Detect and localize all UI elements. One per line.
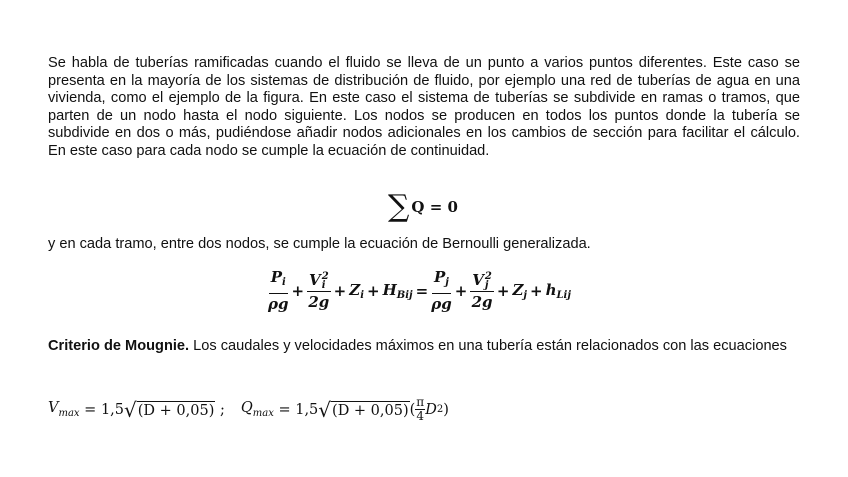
pump-head: $H_{Bij}$: [382, 280, 413, 301]
bernoulli-equation: $\frac{P_i}{\rho g}$ + V 2 i 2g + $Z_i$ + $H_{Bij}$ = $\frac{P_j}{\rho g}$ + V 2 j 2g + $Z_j$ + $h_{Lij}$: [268, 268, 571, 313]
velocity-head-j: V 2 j 2g: [471, 270, 493, 311]
elevation-j: $Z_j$: [512, 280, 528, 301]
intro-paragraph: [48, 55, 800, 161]
vmax-label: $V_{max}$: [48, 400, 80, 419]
pressure-head-j: $\frac{P_j}{\rho g}$: [431, 268, 452, 313]
pi-over-four: $\frac{\pi}{4}$: [416, 395, 425, 423]
sqrt-qmax: √ (D + 0,05): [318, 397, 409, 422]
qmax-label: $Q_{max}$: [240, 400, 274, 419]
criterio-title: Criterio de Mougnie.: [48, 338, 190, 354]
head-loss: $h_{Lij}$: [545, 280, 571, 301]
sum-symbol: ∑: [388, 189, 410, 224]
elevation-i: $Z_i$: [349, 280, 364, 301]
bernoulli-intro-text: y en cada tramo, entre dos nodos, se cumple la ecuación de Bernoulli generalizada.: [48, 236, 591, 252]
sum-expression: Q = 0: [411, 198, 458, 216]
mougnie-equations: $V_{max}$ = 1,5 √ (D + 0,05) ; $Q_{max}$ = 1,5 √ (D + 0,05) ( $\frac{\pi}{4}$ D 2 ): [48, 395, 449, 423]
sqrt-vmax: √ (D + 0,05): [124, 397, 215, 422]
continuity-equation: [388, 189, 458, 224]
bernoulli-intro-paragraph: [48, 236, 800, 254]
pressure-head-i: $\frac{P_i}{\rho g}$: [268, 268, 289, 313]
criterio-paragraph: [48, 338, 808, 356]
intro-text: Se habla de tuberías ramificadas cuando el fluido se lleva de un punto a varios puntos diferentes. Este caso se presenta en la mayoría de los sistemas de distribución de fluido, por ejemplo una red de tuberías de agua en una vivienda, como el ejemplo de la figura. En este caso el sistema de tuberías se subdivide en ramas o tramos, que parten de un nodo hasta el nodo siguiente. Los nodos se producen en todos los puntos donde la tubería se subdivide en dos o más, pudiéndose añadir nodos adicionales en los cambios de sección para facilitar el cálculo. En este caso para cada nodo se cumple la ecuación de continuidad.: [48, 55, 800, 159]
criterio-text: Los caudales y velocidades máximos en una tubería están relacionados con las ecuaciones: [189, 338, 787, 354]
velocity-head-i: V 2 i 2g: [308, 270, 330, 311]
